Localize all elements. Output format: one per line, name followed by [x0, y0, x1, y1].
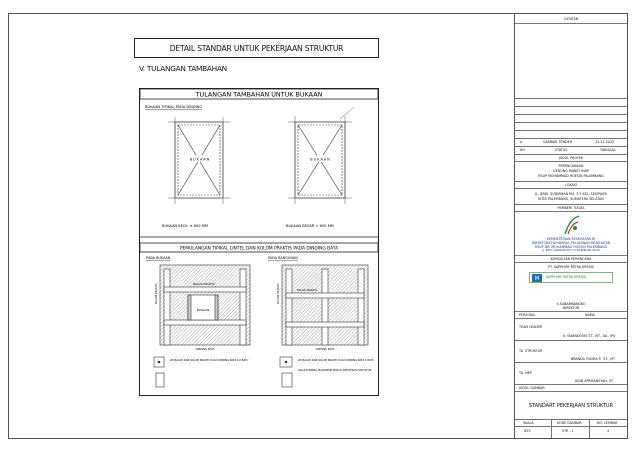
- team-leader-name: Ir. SWANDONO ST., MT., IAI., IPU: [563, 334, 616, 338]
- rev-date: 31-12-2023: [595, 140, 615, 144]
- section-heading: V. TULANGAN TAMBAHAN: [139, 64, 227, 73]
- lokasi-line-1: JL. JEND. SUDIRMAN KM. 3,5 KEL. SEKIPJAYA: [535, 192, 607, 196]
- section-detail-left: [154, 357, 164, 387]
- ta-mep-name: ADIN APRIYANSYAH, ST: [575, 379, 614, 383]
- label-bata-right: DINDING BATA: [315, 348, 335, 351]
- lokasi-line-2: KOTA PALEMBANG, SUMATERA SELATAN: [538, 197, 604, 201]
- rev-desc: GAMBAR TENDER: [543, 140, 572, 144]
- subheading-2a: PADA BUKAAN: [146, 256, 171, 260]
- direktur-title: DIREKTUR: [562, 306, 580, 310]
- note-right-2: JARAK DINDING MAKSIMUM SESUAI SPESIFIKASI STRUKTUR: [298, 369, 372, 372]
- direktur-name: S.SUBAMBANGKO: [556, 302, 586, 306]
- label-kolom-left: KOLOM PRAKTIS: [155, 283, 158, 304]
- caption-large-opening: BUKAAN BESAR > 600 MM: [286, 224, 334, 228]
- personil-label: PERSONIL: [519, 313, 536, 317]
- ta-struktur-label: TA. STRUKTUR: [519, 349, 543, 353]
- skala-label: SKALA: [523, 421, 534, 425]
- opening-label-large: B U K A A N: [310, 157, 330, 162]
- lembar-value: 4: [607, 429, 610, 433]
- col-status: STATUS: [555, 148, 568, 152]
- judul-gambar-label: JUDUL GAMBAR: [519, 386, 545, 390]
- proyek-line-1: PERENCANAAN: [558, 164, 584, 168]
- svg-text:M: M: [534, 276, 540, 282]
- page-title-box: [134, 38, 379, 58]
- label-balok-left: BALOK PRAKTIS: [193, 282, 215, 286]
- proyek-line-2: GEDUNG RAWAT INAP: [553, 169, 589, 173]
- note-left: LIB BALOK DAN KOLOM PRAKTIS PADA DINDING BATA 1/2 BATU: [170, 359, 249, 362]
- konsultan-name: PT. SAPPHIRY MITRA KREASI: [548, 265, 594, 269]
- catatan-label: CATATAN: [563, 17, 579, 21]
- wall-detail-left: [160, 265, 250, 345]
- opening-label-small: B U K A A N: [189, 157, 210, 162]
- caption-small-opening: BUKAAN KECIL ≤ 600 MM: [162, 224, 208, 228]
- drawing-area: [9, 14, 515, 438]
- label-kolom-right: KOLOM PRAKTIS: [277, 283, 280, 304]
- judul-gambar: STANDART PEKERJAAN STRUKTUR: [528, 403, 614, 409]
- col-tanggal: TANGGAL: [600, 148, 616, 152]
- consultant-logo-icon: [532, 274, 542, 282]
- drawing-sheet: [8, 13, 628, 439]
- label-balok-right: BALOK PRAKTIS: [296, 289, 318, 292]
- subheading-2b: PADA BANGUNAN: [268, 256, 298, 260]
- pemberi-line-3: RSUP DR. MOHAMMAD HOESIN PALEMBANG: [534, 245, 608, 249]
- header1-text: TULANGAN TAMBAHAN UNTUK BUKAAN: [195, 90, 323, 99]
- note-right: LIB BALOK DAN KOLOM PRAKTIS PADA DINDING BATA 1 BATU: [298, 359, 374, 362]
- rev-no: A: [520, 140, 523, 144]
- wall-detail-right: [282, 265, 368, 345]
- ministry-logo-icon: [563, 214, 581, 236]
- proyek-line-3: RSUP MOHAMMAD HOESIN PALEMBANG: [538, 174, 604, 178]
- page-title: DETAIL STANDAR UNTUK PEKERJAAN STRUKTUR: [169, 44, 344, 53]
- kode-label: KODE GAMBAR: [557, 421, 582, 425]
- pemberi-line-1: KEMENTERIAN KESEHATAN RI: [546, 237, 596, 241]
- pemberi-label: PEMBERI TUGAS: [557, 206, 585, 210]
- lembar-label: NO. LEMBAR: [597, 421, 618, 425]
- pemberi-line-4: JL. JEND. SUDIRMAN KM. 3,5 PALEMBANG 30126: [542, 249, 600, 252]
- judul-proyek-label: JUDUL PROYEK: [558, 156, 584, 160]
- title-block: [515, 14, 627, 438]
- label-bata-left: DINDING BATA: [195, 348, 215, 351]
- skala-value: NTS: [524, 429, 531, 433]
- header2-text: PEMULANGAN TIPIKAL LINTEL DAN KOLOM PRAKTIS PADA DINDING BATA: [179, 246, 339, 252]
- label-bukaan-left: BUKAAN: [196, 308, 210, 312]
- team-leader-label: TEAM LEADER: [519, 325, 543, 329]
- ta-mep-label: TA. MEP: [519, 371, 532, 375]
- detail-drawing: [140, 89, 378, 395]
- col-no: NO: [520, 148, 526, 152]
- ta-struktur-name: BRANDA YUDHA P., ST., MT: [571, 357, 616, 361]
- consultant-logo: [529, 272, 613, 283]
- detail-frame: [139, 88, 379, 396]
- pemberi-line-2: DIREKTORAT JENDERAL PELAYANAN KESEHATAN: [531, 241, 611, 245]
- subheading-1: BUKAAN TIPIKAL PADA DINDING: [145, 105, 203, 109]
- kode-value: STR - 1: [562, 429, 574, 433]
- section-detail-right: [280, 357, 292, 387]
- lokasi-label: LOKASI: [565, 183, 577, 187]
- konsultan-label: KONSULTAN PERENCANA: [550, 257, 592, 261]
- consultant-logo-text: SAPPHIRY MITRA KREASI: [546, 275, 587, 279]
- nama-label: NAMA: [585, 313, 595, 317]
